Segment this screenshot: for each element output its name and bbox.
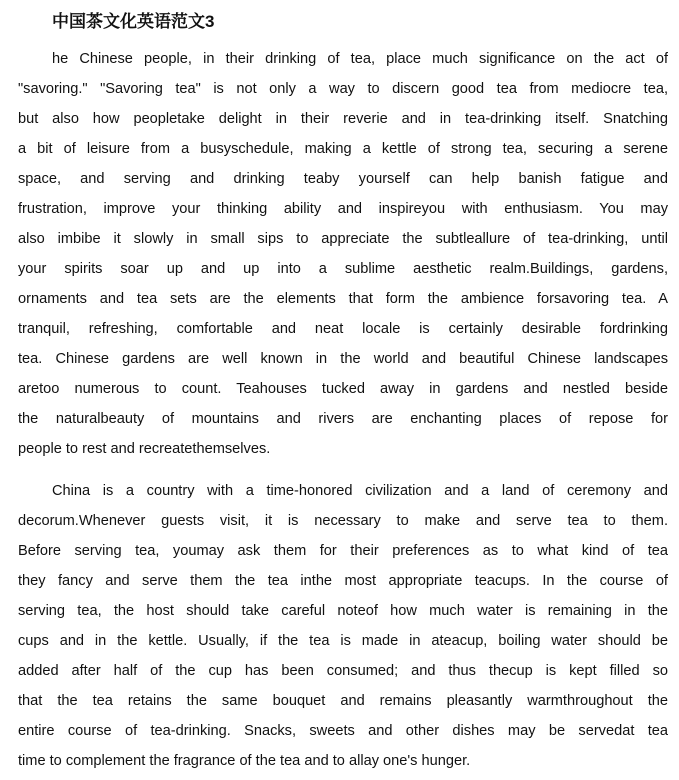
text-line: "savoring." "Savoring tea" is not only a way to discern good tea from mediocre tea,	[18, 81, 668, 97]
text-line: tranquil, refreshing, comfortable and neat locale is certainly desirable fordrinking	[18, 321, 668, 337]
text-line: frustration, improve your thinking ability and inspireyou with enthusiasm. You may	[18, 201, 668, 217]
text-line: a bit of leisure from a busyschedule, making a kettle of strong tea, securing a serene	[18, 141, 668, 157]
text-line: they fancy and serve them the tea inthe most appropriate teacups. In the course of	[18, 573, 668, 589]
text-line: also imbibe it slowly in small sips to appreciate the subtleallure of tea-drinking, until	[18, 231, 668, 247]
text-line: added after half of the cup has been consumed; and thus thecup is kept filled so	[18, 663, 668, 679]
text-line: ornaments and tea sets are the elements that form the ambience forsavoring tea. A	[18, 291, 668, 307]
text-line: space, and serving and drinking teaby yourself can help banish fatigue and	[18, 171, 668, 187]
text-line: but also how peopletake delight in their reverie and in tea-drinking itself. Snatching	[18, 111, 668, 127]
text-line: your spirits soar up and up into a sublime aesthetic realm.Buildings, gardens,	[18, 261, 668, 277]
text-line: people to rest and recreatethemselves.	[18, 441, 271, 457]
text-line: serving tea, the host should take careful noteof how much water is remaining in the	[18, 603, 668, 619]
text-line: he Chinese people, in their drinking of tea, place much significance on the act of	[52, 51, 668, 67]
text-line: the naturalbeauty of mountains and rivers are enchanting places of repose for	[18, 411, 668, 427]
text-line: Before serving tea, youmay ask them for their preferences as to what kind of tea	[18, 543, 668, 559]
text-line: cups and in the kettle. Usually, if the tea is made in ateacup, boiling water should be	[18, 633, 668, 649]
paragraph-1	[18, 44, 668, 464]
text-line: time to complement the fragrance of the tea and to allay one's hunger.	[18, 753, 471, 769]
document-title: 中国茶文化英语范文3	[52, 12, 215, 31]
text-line: China is a country with a time-honored civilization and a land of ceremony and	[52, 483, 668, 499]
text-line: entire course of tea-drinking. Snacks, sweets and other dishes may be servedat tea	[18, 723, 668, 739]
text-line: decorum.Whenever guests visit, it is necessary to make and serve tea to them.	[18, 513, 668, 529]
text-line: that the tea retains the same bouquet and remains pleasantly warmthroughout the	[18, 693, 668, 709]
paragraph-2	[18, 476, 668, 776]
text-line: tea. Chinese gardens are well known in the world and beautiful Chinese landscapes	[18, 351, 668, 367]
text-line: aretoo numerous to count. Teahouses tucked away in gardens and nestled beside	[18, 381, 668, 397]
